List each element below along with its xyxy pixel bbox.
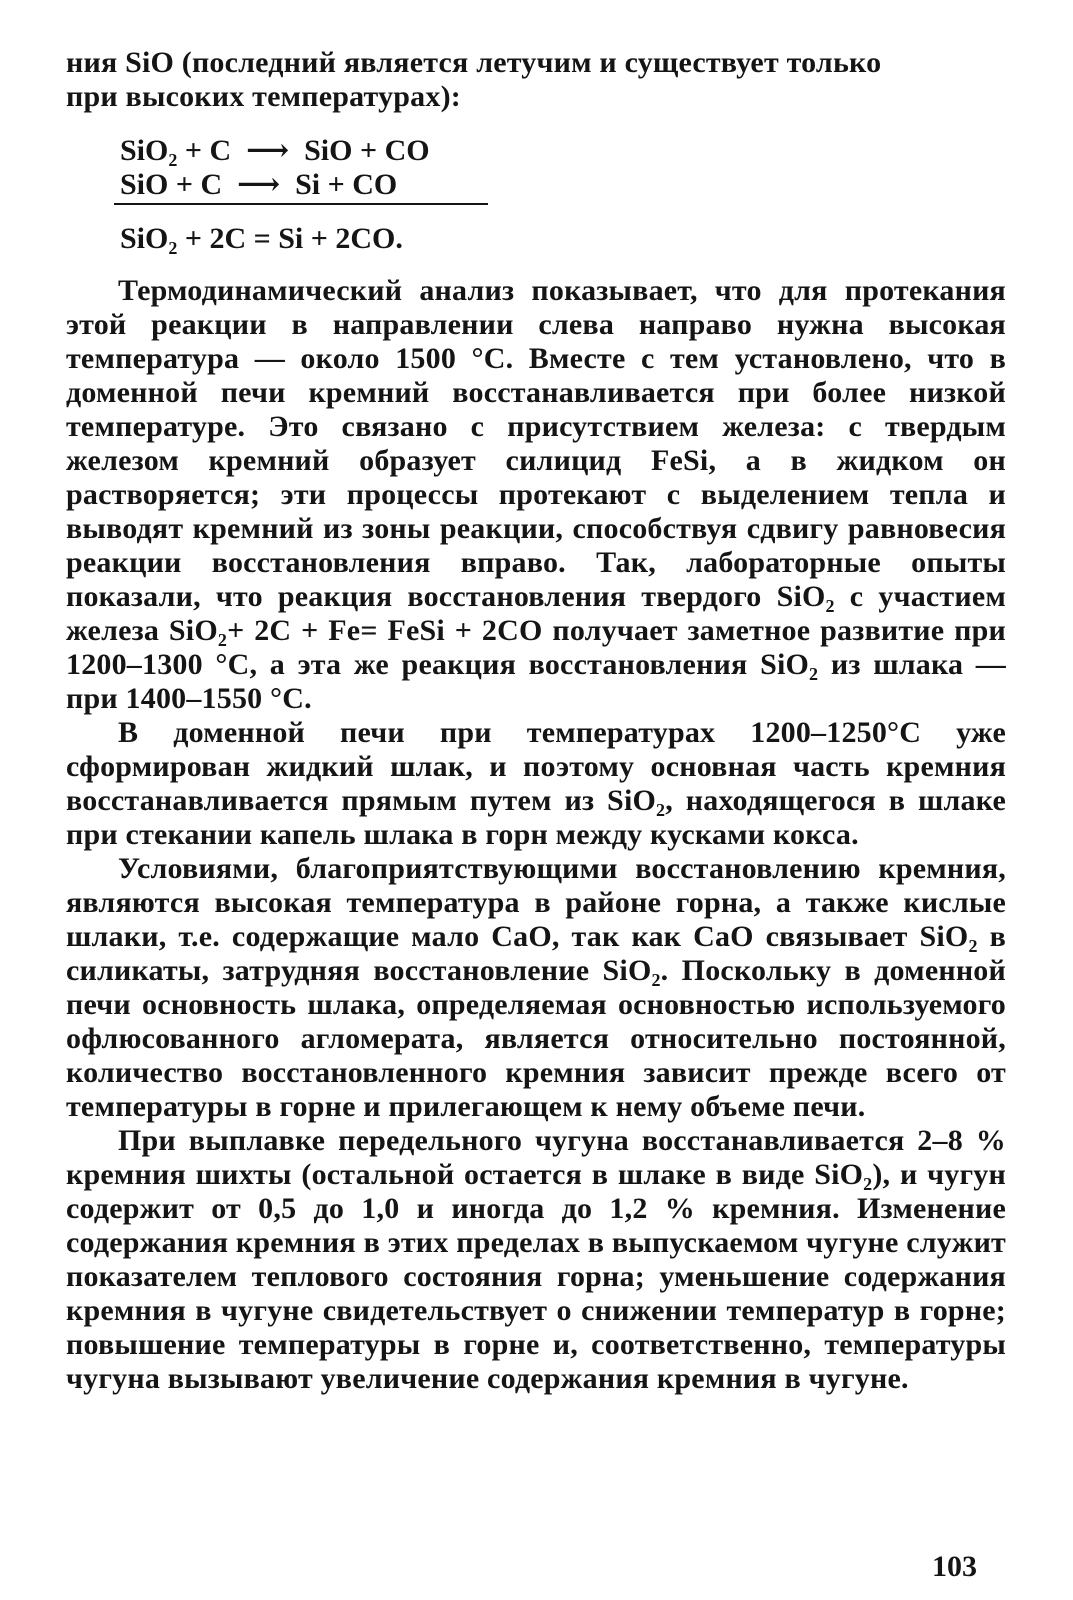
intro-line-1: ния SiO (последний является летучим и существует только — [66, 46, 882, 79]
page-number: 103 — [932, 1550, 977, 1583]
paragraph-conditions: Условиями, благоприятствующими восстановлению кремния, являются высокая температура в районе горна, а также кислые шлаки, т.е. содержащие мало CaO, так как CaO связывает SiO₂ в силикаты, затрудняя восстановление SiO₂. Поскольку в доменной печи основность шлака, определяемая основностью используемого офлюсованного агломерата, является относительно постоянной, количество восстановленного кремния зависит прежде всего от температуры в горне и прилегающем к нему объеме печи. — [66, 852, 1006, 1123]
intro-line-2: при высоких температурах): — [66, 80, 461, 113]
paragraph-pig-iron: При выплавке передельного чугуна восстанавливается 2–8 % кремния шихты (остальной остается в шлаке в виде SiO₂), и чугун содержит от 0,5 до 1,0 и иногда до 1,2 % кремния. Изменение содержания кремния в этих пределах в выпускаемом чугуне служит показателем теплового состояния горна; уменьшение содержания кремния в чугуне свидетельствует о снижении температур в горне; повышение температуры в горне и, соответственно, температуры чугуна вызывают увеличение содержания кремния в чугуне. — [66, 1124, 1006, 1395]
equation-1: SiO₂ + C ⟶ SiO + CO — [120, 134, 430, 167]
equation-sum: SiO₂ + 2C = Si + 2CO. — [120, 222, 403, 255]
equation-sum-rule — [114, 203, 488, 205]
paragraph-thermodynamics: Термодинамический анализ показывает, что для протекания этой реакции в направлении слева направо нужна высокая температура — около 1500 °C. Вместе с тем установлено, что в доменной печи кремний восстанавливается при более низкой температуре. Это связано с присутствием железа: с твердым железом кремний образует силицид FeSi, а в жидком он растворяется; эти процессы протекают с выделением тепла и выводят кремний из зоны реакции, способствуя сдвигу равновесия реакции восстановления вправо. Так, лабораторные опыты показали, что реакция восстановления твердого SiO₂ с участием железа SiO₂+ 2C + Fe= FeSi + 2CO получает заметное развитие при 1200–1300 °C, а эта же реакция восстановления SiO₂ из шлака — при 1400–1550 °C. — [66, 274, 1006, 715]
paragraph-liquid-slag: В доменной печи при температурах 1200–1250°С уже сформирован жидкий шлак, и поэтому основная часть кремния восстанавливается прямым путем из SiO₂, находящегося в шлаке при стекании капель шлака в горн между кусками кокса. — [66, 716, 1006, 851]
body-text — [66, 274, 1006, 1396]
intro-text — [66, 46, 1006, 114]
equation-2: SiO + C ⟶ Si + CO — [120, 168, 398, 201]
